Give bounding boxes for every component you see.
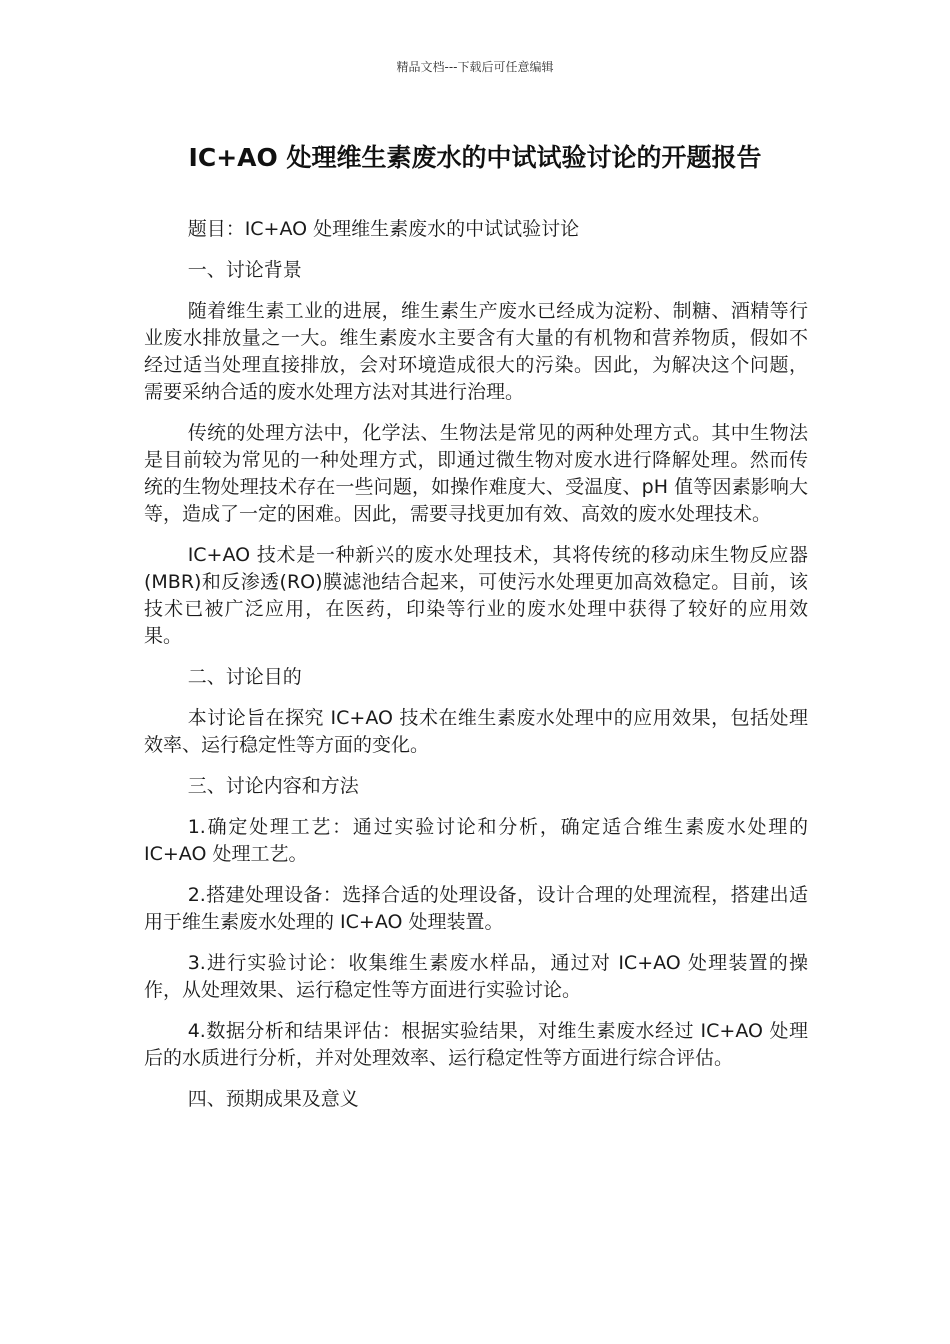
section-heading-expected-results: 四、预期成果及意义 <box>187 1088 359 1110</box>
section-heading-background: 一、讨论背景 <box>187 259 302 281</box>
method-item: 4.数据分析和结果评估：根据实验结果，对维生素废水经过 IC+AO 处理后的水质进行分析，并对处理效率、运行稳定性等方面进行综合评估。 <box>144 1020 808 1069</box>
topic-line: 题目：IC+AO 处理维生素废水的中试试验讨论 <box>187 218 580 240</box>
method-item: 1.确定处理工艺：通过实验讨论和分析，确定适合维生素废水处理的 IC+AO 处理工艺。 <box>144 816 808 865</box>
method-item: 2.搭建处理设备：选择合适的处理设备，设计合理的处理流程，搭建出适用于维生素废水处理的 IC+AO 处理装置。 <box>144 884 808 933</box>
background-paragraph: IC+AO 技术是一种新兴的废水处理技术，其将传统的移动床生物反应器(MBR)和反渗透(RO)膜滤池结合起来，可使污水处理更加高效稳定。目前，该技术已被广泛应用，在医药，印染等行业的废水处理中获得了较好的应用效果。 <box>144 544 808 647</box>
method-item: 3.进行实验讨论：收集维生素废水样品，通过对 IC+AO 处理装置的操作，从处理效果、运行稳定性等方面进行实验讨论。 <box>144 952 808 1001</box>
background-paragraph: 传统的处理方法中，化学法、生物法是常见的两种处理方式。其中生物法是目前较为常见的一种处理方式，即通过微生物对废水进行降解处理。然而传统的生物处理技术存在一些问题，如操作难度大、受温度、pH 值等因素影响大等，造成了一定的困难。因此，需要寻找更加有效、高效的废水处理技术。 <box>144 422 808 525</box>
purpose-paragraph: 本讨论旨在探究 IC+AO 技术在维生素废水处理中的应用效果，包括处理效率、运行稳定性等方面的变化。 <box>144 707 808 756</box>
document-title: IC+AO 处理维生素废水的中试试验讨论的开题报告 <box>188 143 762 172</box>
header-note: 精品文档---下载后可任意编辑 <box>396 60 554 74</box>
document-body <box>144 216 808 1127</box>
section-heading-purpose: 二、讨论目的 <box>187 666 302 688</box>
background-paragraph: 随着维生素工业的进展，维生素生产废水已经成为淀粉、制糖、酒精等行业废水排放量之一大。维生素废水主要含有大量的有机物和营养物质，假如不经过适当处理直接排放，会对环境造成很大的污染。因此，为解决这个问题，需要采纳合适的废水处理方法对其进行治理。 <box>144 300 808 403</box>
section-heading-content-methods: 三、讨论内容和方法 <box>187 775 359 797</box>
